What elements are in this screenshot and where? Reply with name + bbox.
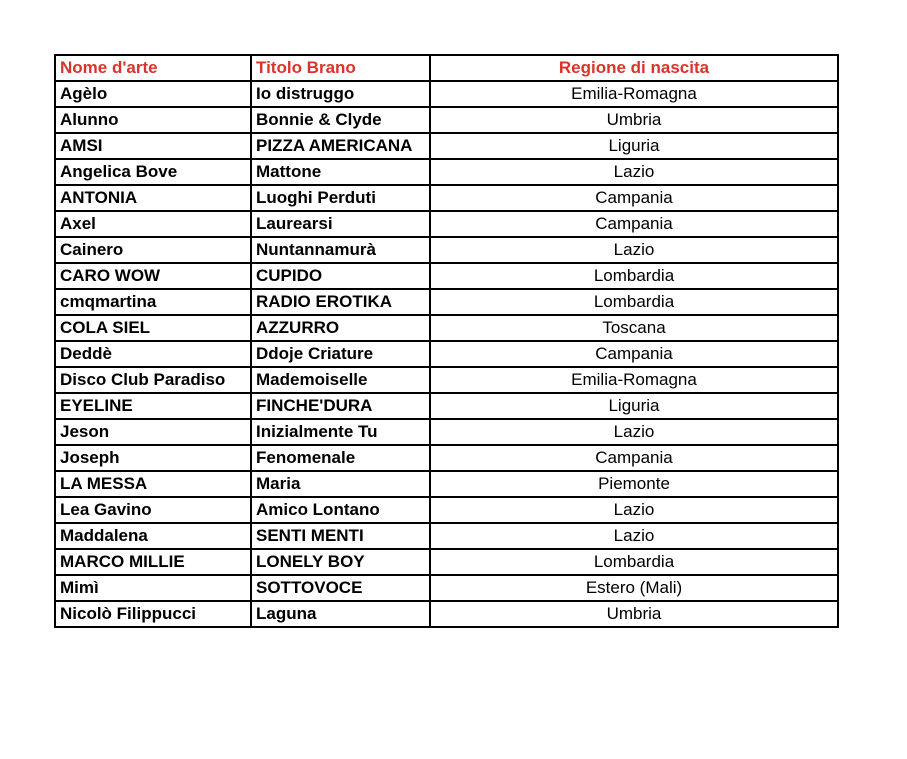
table-row bbox=[55, 549, 838, 575]
cell-birth-region: Lazio bbox=[430, 523, 838, 549]
cell-song-title: Mattone bbox=[251, 159, 430, 185]
cell-song-title: SENTI MENTI bbox=[251, 523, 430, 549]
header-song-title: Titolo Brano bbox=[251, 55, 430, 81]
cell-birth-region: Emilia-Romagna bbox=[430, 81, 838, 107]
cell-song-title: RADIO EROTIKA bbox=[251, 289, 430, 315]
cell-birth-region: Lazio bbox=[430, 159, 838, 185]
table-row bbox=[55, 315, 838, 341]
cell-song-title: FINCHE'DURA bbox=[251, 393, 430, 419]
cell-birth-region: Liguria bbox=[430, 393, 838, 419]
cell-stage-name: Nicolò Filippucci bbox=[55, 601, 251, 627]
cell-song-title: Amico Lontano bbox=[251, 497, 430, 523]
cell-stage-name: ANTONIA bbox=[55, 185, 251, 211]
cell-song-title: Laguna bbox=[251, 601, 430, 627]
cell-birth-region: Campania bbox=[430, 341, 838, 367]
cell-birth-region: Lombardia bbox=[430, 549, 838, 575]
cell-stage-name: Disco Club Paradiso bbox=[55, 367, 251, 393]
cell-song-title: AZZURRO bbox=[251, 315, 430, 341]
cell-stage-name: Maddalena bbox=[55, 523, 251, 549]
header-stage-name: Nome d'arte bbox=[55, 55, 251, 81]
cell-birth-region: Lazio bbox=[430, 419, 838, 445]
cell-birth-region: Lombardia bbox=[430, 289, 838, 315]
cell-song-title: Laurearsi bbox=[251, 211, 430, 237]
cell-stage-name: Mimì bbox=[55, 575, 251, 601]
table-row bbox=[55, 159, 838, 185]
cell-birth-region: Umbria bbox=[430, 601, 838, 627]
cell-birth-region: Campania bbox=[430, 211, 838, 237]
cell-stage-name: EYELINE bbox=[55, 393, 251, 419]
cell-song-title: CUPIDO bbox=[251, 263, 430, 289]
table-row bbox=[55, 575, 838, 601]
table-row bbox=[55, 185, 838, 211]
header-row bbox=[55, 55, 838, 81]
cell-birth-region: Piemonte bbox=[430, 471, 838, 497]
cell-song-title: Ddoje Criature bbox=[251, 341, 430, 367]
table-row bbox=[55, 445, 838, 471]
cell-stage-name: cmqmartina bbox=[55, 289, 251, 315]
cell-birth-region: Lazio bbox=[430, 237, 838, 263]
table-row bbox=[55, 133, 838, 159]
table-row bbox=[55, 341, 838, 367]
table-row bbox=[55, 81, 838, 107]
cell-song-title: LONELY BOY bbox=[251, 549, 430, 575]
cell-song-title: Maria bbox=[251, 471, 430, 497]
cell-song-title: SOTTOVOCE bbox=[251, 575, 430, 601]
cell-stage-name: Jeson bbox=[55, 419, 251, 445]
cell-song-title: Bonnie & Clyde bbox=[251, 107, 430, 133]
table-row bbox=[55, 419, 838, 445]
cell-stage-name: Cainero bbox=[55, 237, 251, 263]
table-row bbox=[55, 263, 838, 289]
cell-stage-name: Alunno bbox=[55, 107, 251, 133]
cell-birth-region: Campania bbox=[430, 445, 838, 471]
table-row bbox=[55, 211, 838, 237]
table-row bbox=[55, 471, 838, 497]
cell-song-title: Io distruggo bbox=[251, 81, 430, 107]
cell-birth-region: Umbria bbox=[430, 107, 838, 133]
cell-stage-name: LA MESSA bbox=[55, 471, 251, 497]
cell-birth-region: Campania bbox=[430, 185, 838, 211]
cell-song-title: PIZZA AMERICANA bbox=[251, 133, 430, 159]
cell-birth-region: Toscana bbox=[430, 315, 838, 341]
cell-stage-name: CARO WOW bbox=[55, 263, 251, 289]
cell-song-title: Fenomenale bbox=[251, 445, 430, 471]
table-row bbox=[55, 497, 838, 523]
cell-stage-name: Axel bbox=[55, 211, 251, 237]
cell-birth-region: Lombardia bbox=[430, 263, 838, 289]
cell-birth-region: Lazio bbox=[430, 497, 838, 523]
cell-stage-name: Deddè bbox=[55, 341, 251, 367]
cell-song-title: Luoghi Perduti bbox=[251, 185, 430, 211]
cell-stage-name: MARCO MILLIE bbox=[55, 549, 251, 575]
header-birth-region: Regione di nascita bbox=[430, 55, 838, 81]
table-body bbox=[55, 55, 838, 627]
cell-stage-name: COLA SIEL bbox=[55, 315, 251, 341]
cell-birth-region: Emilia-Romagna bbox=[430, 367, 838, 393]
cell-birth-region: Liguria bbox=[430, 133, 838, 159]
table-row bbox=[55, 237, 838, 263]
cell-stage-name: AMSI bbox=[55, 133, 251, 159]
cell-song-title: Nuntannamurà bbox=[251, 237, 430, 263]
table-row bbox=[55, 107, 838, 133]
table-row bbox=[55, 393, 838, 419]
cell-stage-name: Lea Gavino bbox=[55, 497, 251, 523]
table-row bbox=[55, 523, 838, 549]
cell-song-title: Mademoiselle bbox=[251, 367, 430, 393]
table-row bbox=[55, 367, 838, 393]
cell-stage-name: Joseph bbox=[55, 445, 251, 471]
cell-song-title: Inizialmente Tu bbox=[251, 419, 430, 445]
table-row bbox=[55, 601, 838, 627]
artists-table bbox=[54, 54, 839, 628]
cell-stage-name: Agèlo bbox=[55, 81, 251, 107]
table-row bbox=[55, 289, 838, 315]
cell-birth-region: Estero (Mali) bbox=[430, 575, 838, 601]
cell-stage-name: Angelica Bove bbox=[55, 159, 251, 185]
